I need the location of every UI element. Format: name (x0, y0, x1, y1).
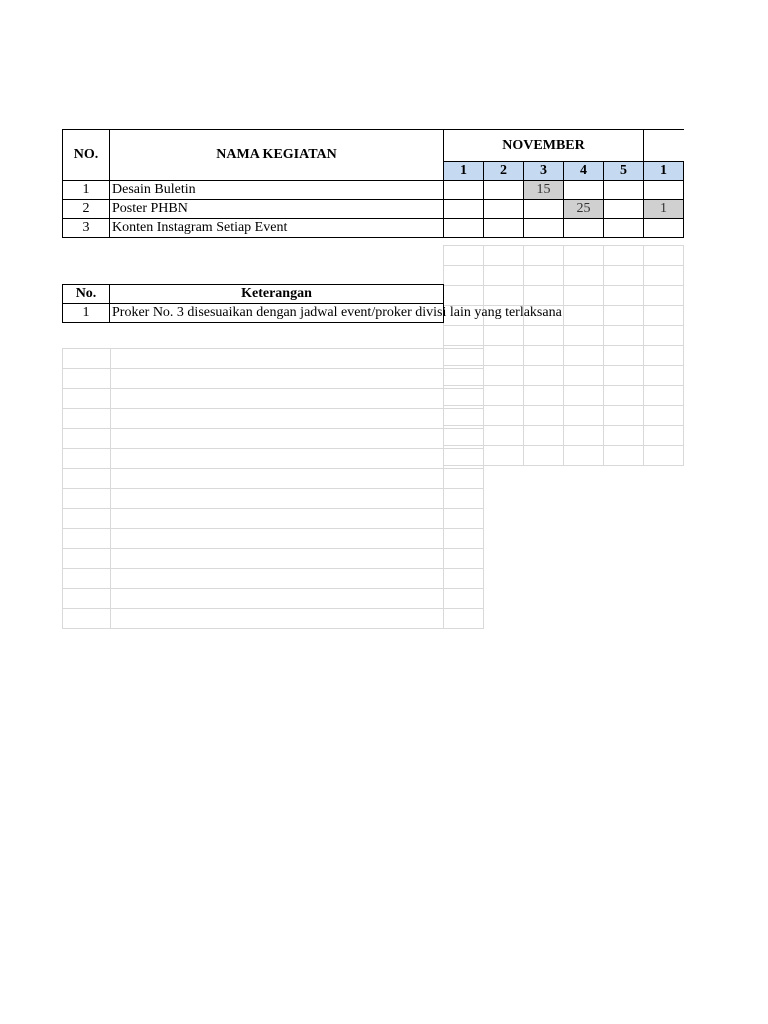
week-header: 5 (604, 162, 644, 181)
sheet-gridlines-left (62, 348, 484, 629)
table-row (63, 200, 684, 219)
schedule-cell (644, 219, 684, 238)
schedule-cell (484, 181, 524, 200)
row-name: Desain Buletin (110, 181, 444, 200)
table-row (63, 219, 684, 238)
notes-table (62, 284, 562, 323)
table-row (63, 181, 684, 200)
header-next-month (644, 130, 684, 162)
schedule-cell (564, 219, 604, 238)
row-name: Konten Instagram Setiap Event (110, 219, 444, 238)
schedule-cell (524, 219, 564, 238)
schedule-cell (444, 200, 484, 219)
row-no: 2 (63, 200, 110, 219)
header-month: NOVEMBER (444, 130, 644, 162)
week-header: 1 (444, 162, 484, 181)
schedule-cell (644, 181, 684, 200)
schedule-table (62, 129, 684, 238)
notes-header-keterangan: Keterangan (110, 285, 444, 304)
schedule-cell (604, 181, 644, 200)
row-name: Poster PHBN (110, 200, 444, 219)
schedule-cell (444, 181, 484, 200)
schedule-cell (444, 219, 484, 238)
week-header: 3 (524, 162, 564, 181)
note-no: 1 (63, 304, 110, 323)
row-no: 3 (63, 219, 110, 238)
schedule-cell-marked: 15 (524, 181, 564, 200)
table-row (63, 304, 444, 323)
schedule-cell-marked: 25 (564, 200, 604, 219)
schedule-cell (524, 200, 564, 219)
header-nama-kegiatan: NAMA KEGIATAN (110, 130, 444, 181)
schedule-cell (604, 200, 644, 219)
schedule-cell (604, 219, 644, 238)
schedule-cell (564, 181, 604, 200)
row-no: 1 (63, 181, 110, 200)
schedule-cell-marked: 1 (644, 200, 684, 219)
schedule-cell (484, 219, 524, 238)
notes-header-no: No. (63, 285, 110, 304)
header-no: NO. (63, 130, 110, 181)
note-text: Proker No. 3 disesuaikan dengan jadwal event/proker divisi lain yang terlaksana (110, 304, 444, 323)
week-header: 2 (484, 162, 524, 181)
week-header: 4 (564, 162, 604, 181)
week-header: 1 (644, 162, 684, 181)
schedule-cell (484, 200, 524, 219)
